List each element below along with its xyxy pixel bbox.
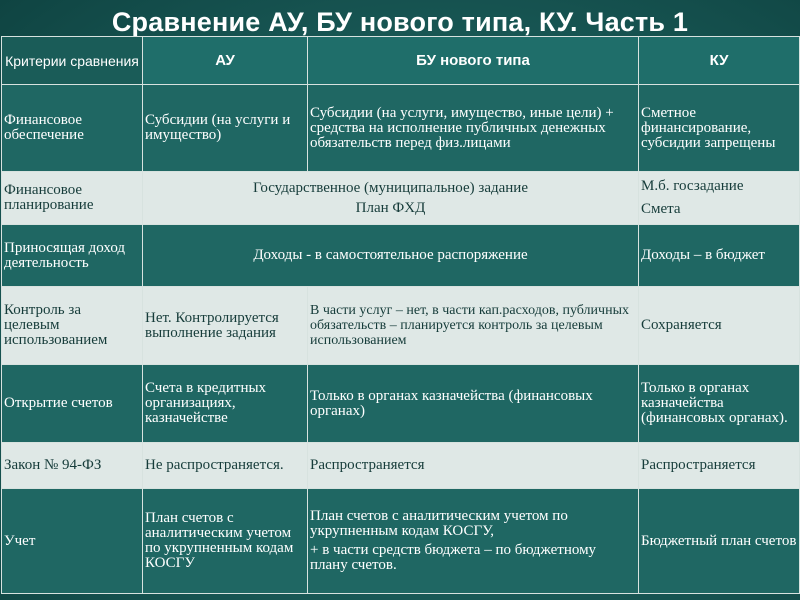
header-ku: КУ [639, 37, 800, 85]
table-row [2, 172, 800, 225]
cell-au: Счета в кредитных организациях, казначействе [143, 365, 308, 443]
comparison-table [1, 36, 800, 594]
cell-ku: Сметное финансирование, субсидии запрещены [639, 85, 800, 172]
cell-au: Субсидии (на услуги и имущество) [143, 85, 308, 172]
cell-au-bu-merged: Доходы - в самостоятельное распоряжение [143, 225, 639, 287]
ku-line-1: М.б. госзадание [641, 178, 744, 194]
table-row [2, 365, 800, 443]
row-label: Финансовое планирование [2, 172, 143, 225]
cell-au: Не распространяется. [143, 443, 308, 489]
cell-bu: В части услуг – нет, в части кап.расходов, публичных обязательств – планируется контроль за целевым использованием [308, 287, 639, 365]
table-row [2, 443, 800, 489]
cell-au-bu-merged [143, 172, 639, 225]
row-label: Контроль за целевым использованием [2, 287, 143, 365]
cell-ku: Бюджетный план счетов [639, 489, 800, 594]
row-label: Финансовое обеспечение [2, 85, 143, 172]
cell-ku: Сохраняется [639, 287, 800, 365]
row-label: Учет [2, 489, 143, 594]
header-criteria: Критерии сравнения [2, 37, 143, 85]
row-label: Открытие счетов [2, 365, 143, 443]
cell-au: Нет. Контролируется выполнение задания [143, 287, 308, 365]
row-label: Закон № 94-ФЗ [2, 443, 143, 489]
header-bu: БУ нового типа [308, 37, 639, 85]
bu-line-2: + в части средств бюджета – по бюджетному плану счетов. [310, 542, 597, 573]
merged-line-2: План ФХД [355, 199, 426, 216]
merged-line-1: Государственное (муниципальное) задание [253, 179, 528, 196]
table-header-row [2, 37, 800, 85]
cell-bu: Распространяется [308, 443, 639, 489]
bu-line-1: План счетов с аналитическим учетом по укрупненным кодам КОСГУ, [310, 508, 568, 539]
table-row [2, 287, 800, 365]
cell-au: План счетов с аналитическим учетом по укрупненным кодам КОСГУ [143, 489, 308, 594]
ku-line-2: Смета [641, 201, 681, 217]
slide-title: Сравнение АУ, БУ нового типа, КУ. Часть 1 [111, 7, 689, 37]
table-row [2, 85, 800, 172]
table-row [2, 225, 800, 287]
table-row [2, 489, 800, 594]
header-au: АУ [143, 37, 308, 85]
cell-ku: Только в органах казначейства (финансовых органах). [639, 365, 800, 443]
cell-ku: Распространяется [639, 443, 800, 489]
cell-bu [308, 489, 639, 594]
cell-bu: Субсидии (на услуги, имущество, иные цели) + средства на исполнение публичных денежных обязательств перед физ.лицами [308, 85, 639, 172]
cell-ku [639, 172, 800, 225]
row-label: Приносящая доход деятельность [2, 225, 143, 287]
cell-ku: Доходы – в бюджет [639, 225, 800, 287]
cell-bu: Только в органах казначейства (финансовых органах) [308, 365, 639, 443]
